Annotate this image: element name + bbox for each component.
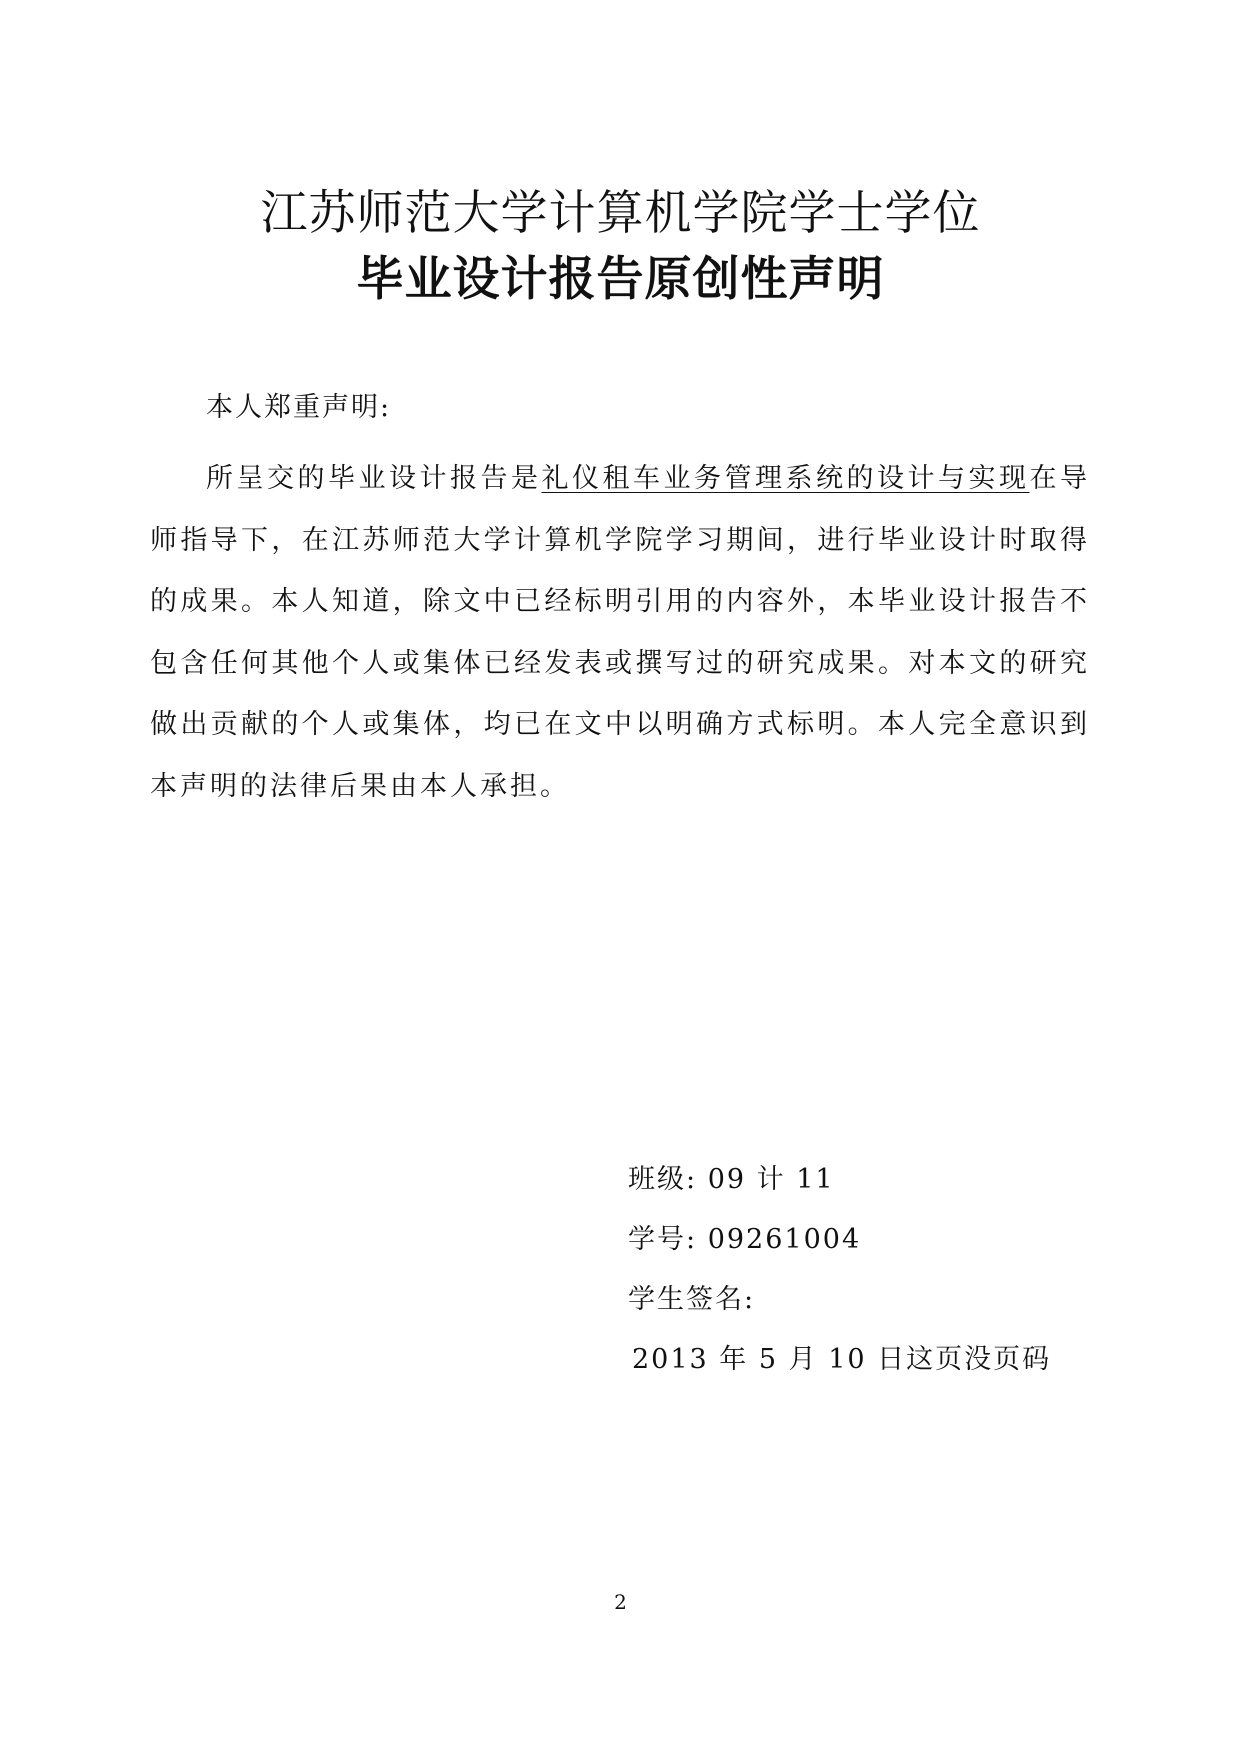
student-id-value: 09261004 [707,1224,862,1255]
declaration-text-before: 所呈交的毕业设计报告是 [206,463,542,494]
declaration-greeting: 本人郑重声明: [206,392,392,423]
thesis-topic: 礼仪租车业务管理系统的设计与实现 [541,463,1030,494]
declaration-text-after: 在导师指导下，在江苏师范大学计算机学院学习期间，进行毕业设计时取得的成果。本人知道，除文中已经标明引用的内容外，本毕业设计报告不包含任何其他个人或集体已经发表或撰写过的研究成果。对本文的研究做出贡献的个人或集体，均已在文中以明确方式标明。本人完全意识到本声明的法律后果由本人承担。 [150,463,1090,802]
title-line-1: 江苏师范大学计算机学院学士学位 [260,186,981,241]
page-number: 2 [614,1590,627,1614]
student-id-row [628,1220,861,1260]
class-value: 09 计 11 [707,1164,835,1195]
declaration-date: 2013 年 5 月 10 日这页没页码 [632,1344,1052,1375]
class-label: 班级: [628,1164,698,1195]
title-line-2: 毕业设计报告原创性声明 [356,252,885,307]
declaration-paragraph [150,448,1090,817]
student-id-label: 学号: [628,1224,698,1255]
class-row [628,1160,835,1200]
student-signature-row [628,1280,755,1320]
student-signature-label: 学生签名: [628,1284,756,1315]
